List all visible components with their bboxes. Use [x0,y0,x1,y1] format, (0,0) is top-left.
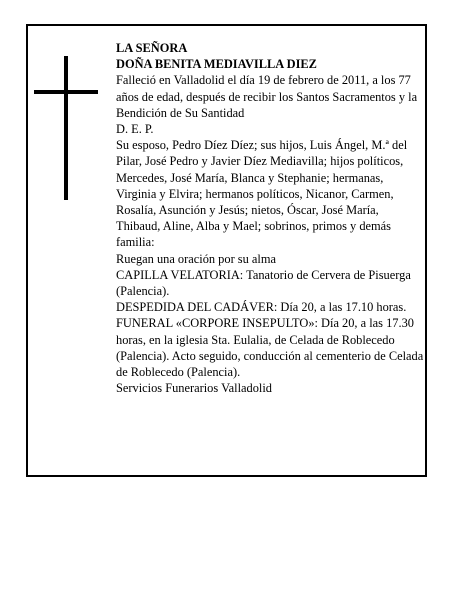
cross-vertical-bar [64,56,68,200]
obituary-notice [26,24,427,477]
notice-title-name: DOÑA BENITA MEDIAVILLA DIEZ [116,57,317,72]
prayer-request: Ruegan una oración por su alma [116,251,276,266]
dep-text: D. E. P. [116,122,154,137]
funeral-services: Servicios Funerarios Valladolid [116,381,273,396]
farewell-info: DESPEDIDA DEL CADÁVER: Día 20, a las 17.10 horas. [116,300,407,315]
notice-title-line1: LA SEÑORA [116,41,188,55]
notice-text [116,40,424,396]
cross-horizontal-bar [34,90,98,94]
funeral-info: FUNERAL «CORPORE INSEPULTO»: Día 20, a las 17.30 horas, en la iglesia Sta. Eulalia, de Celada de Roblecedo (Palencia). Acto seguido, conducción al cementerio de Celada de Roblecedo (Palencia). [116,316,424,380]
cross-icon [34,56,98,200]
family-list: Su esposo, Pedro Díez Díez; sus hijos, Luis Ángel, M.ª del Pilar, José Pedro y Javier Díez Mediavilla; hijos políticos, Mercedes, José María, Blanca y Stephanie; hermanas, Virginia y Elvira; hermanos políticos, Nicanor, Carmen, Rosalía, Asunción y Jesús; nietos, Óscar, José María, Thibaud, Aline, Alba y Mael; sobrinos, primos y demás familia: [116,138,408,250]
death-info: Falleció en Valladolid el día 19 de febrero de 2011, a los 77 años de edad, después de recibir los Santos Sacramentos y la Bendición de Su Santidad [116,73,418,120]
chapel-info: CAPILLA VELATORIA: Tanatorio de Cervera de Pisuerga (Palencia). [116,267,411,299]
